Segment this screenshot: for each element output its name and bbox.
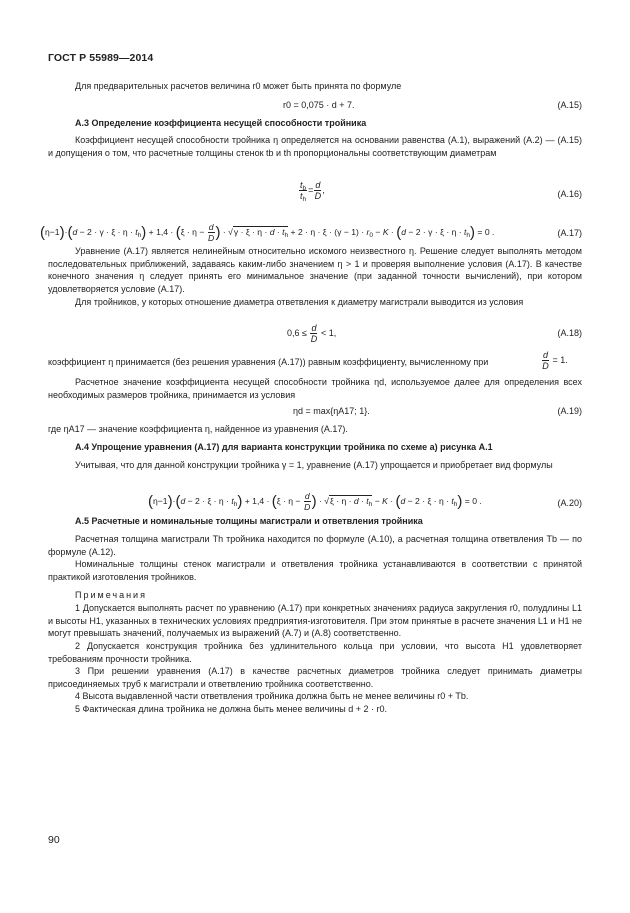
equation-number: (А.18) xyxy=(557,328,582,338)
paragraph: Для тройников, у которых отношение диаметра ответвления к диаметру магистрали выводится из условия xyxy=(75,297,524,307)
paragraph: где ηA17 — значение коэффициента η, найденное из уравнения (А.17). xyxy=(48,424,348,434)
section-heading: А.4 Упрощение уравнения (А.17) для варианта конструкции тройника по схеме а) рисунка А.1 xyxy=(75,442,493,452)
equation-number: (А.15) xyxy=(557,100,582,110)
paragraph: Расчетная толщина магистрали Th тройника находится по формуле (А.10), а расчетная толщина ответвления Tb — по формуле (А.12). xyxy=(48,534,582,557)
paragraph: Учитывая, что для данной конструкции тройника γ = 1, уравнение (А.17) упрощается и приобретает вид формулы xyxy=(75,460,553,470)
section-heading: А.5 Расчетные и номинальные толщины магистрали и ответвления тройника xyxy=(75,516,423,526)
paragraph: Уравнение (А.17) является нелинейным относительно искомого неизвестного η. Решение следует выполнять методом последовательных приближений, задаваясь каким-либо значением η > 1 и проверяя выполнение условия (А.17). В качестве конечного значения η следует принять его минимальное значение (при заданной точности вычислений), при котором удовлетворяется условие (А.17). xyxy=(48,246,582,295)
equation-a15: r0 = 0,075 · d + 7. xyxy=(283,100,355,110)
paragraph: Коэффициент несущей способности тройника η определяется на основании равенства (А.1), выражений (А.2) — (А.15) и допущения о том, что расчетные толщины стенок tb и th пропорциональны соответствующим диаметрам xyxy=(48,135,582,158)
equation-a17: $(\eta-1)\cdot(d - 2 \cdot \gamma \cdot \xi \cdot \eta \cdot t_h) + 1,4 \cdot (\xi \cdot \eta$ − $\frac{d}{D}$ ) · $√\gamma \cdot \xi \cdot \eta \cdot d \cdot t_h + 2 \cdot \eta \cdot \xi \cdot (\gamma - 1) \cdot r_0 - K \cdot (d - 2 \cdot \gamma \cdot \xi \cdot \eta \cdot t_h) = 0$ . xyxy=(40,222,495,243)
equation-number: (А.20) xyxy=(557,498,582,508)
equation-number: (А.16) xyxy=(557,189,582,199)
section-heading: А.3 Определение коэффициента несущей способности тройника xyxy=(75,118,367,128)
paragraph: Для предварительных расчетов величина r0 может быть принята по формуле xyxy=(75,81,402,91)
equation-a20: $(\eta-1)\cdot(d - 2 \cdot \xi \cdot \eta \cdot t_h) + 1,4 \cdot (\xi \cdot \eta$ − $\frac{d}{D}$ ) · $√\xi \cdot \eta \cdot d \cdot t_h - K \cdot (d - 2 \cdot \xi \cdot \eta \cdot t_h) = 0$ . xyxy=(148,491,482,512)
notes-title: Примечания xyxy=(75,590,147,600)
note-item: 5 Фактическая длина тройника не должна быть менее величины d + 2 · r0. xyxy=(75,704,388,714)
standard-header: ГОСТ Р 55989—2014 xyxy=(48,52,154,64)
inline-fraction: $\frac{d}{D}$ = 1. xyxy=(542,350,568,371)
paragraph: Расчетное значение коэффициента несущей способности тройника ηd, используемое далее для определения всех необходимых размеров тройника, принимается из условия xyxy=(48,377,582,400)
note-item: 2 Допускается конструкция тройника без удлинительного кольца при условии, что высота H1 удовлетворяет требованиям прочности тройника. xyxy=(48,641,582,664)
equation-number: (А.17) xyxy=(557,228,582,238)
paragraph: коэффициент η принимается (без решения уравнения (А.17)) равным коэффициенту, вычисленному при xyxy=(48,357,489,367)
note-item: 1 Допускается выполнять расчет по уравнению (А.17) при конкретных значениях радиуса закругления r0, полудлины L1 и высоты H1, указанных в технических условиях предприятия-изготовителя. При этом принятые в расчете значения L1 и H1 не могут превышать значений, получаемых из выражений (А.7) и (А.8) соответственно. xyxy=(48,603,582,639)
page-number: 90 xyxy=(48,834,60,846)
equation-a19: ηd = max{ηA17; 1}. xyxy=(293,406,370,416)
equation-a18: 0,6 ≤ $\frac{d}{D}$ < 1, xyxy=(287,323,337,344)
note-item: 4 Высота выдавленной части ответвления тройника должна быть не менее величины r0 + Tb. xyxy=(75,691,469,701)
equation-number: (А.19) xyxy=(557,406,582,416)
note-item: 3 При решении уравнения (А.17) в качестве расчетных диаметров тройника следует принимать диаметры присоединяемых труб к магистрали и ответвлению тройника соответственно. xyxy=(48,666,582,689)
paragraph: Номинальные толщины стенок магистрали и ответвления тройника устанавливаются в соответствии с принятой практикой изготовления тройников. xyxy=(48,559,582,582)
equation-a16: $\frac{t_b}{t_h}$ = $\frac{d}{D}$ , xyxy=(300,180,325,203)
